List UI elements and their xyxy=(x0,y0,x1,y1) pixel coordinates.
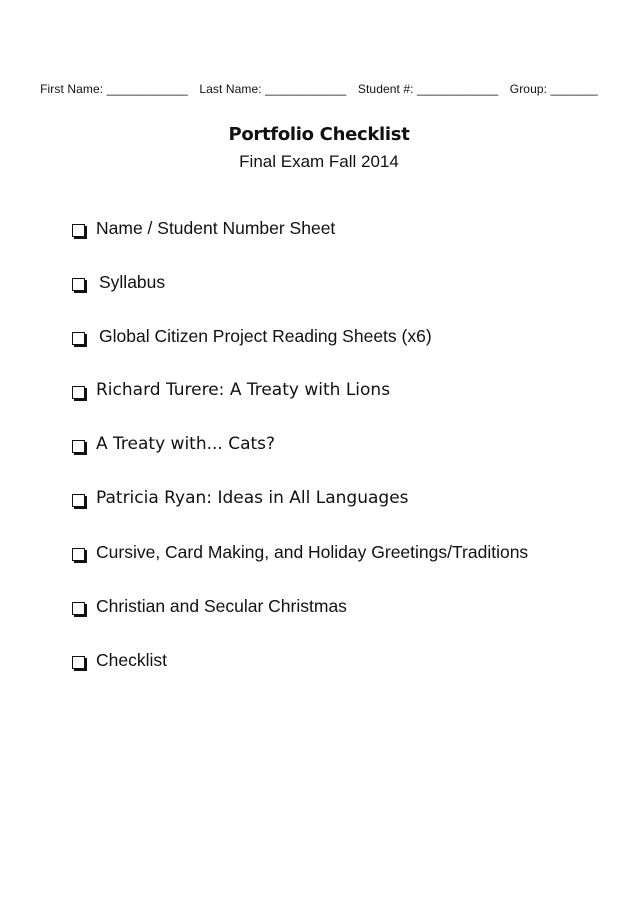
checklist-item-label: A Treaty with... Cats? xyxy=(96,434,276,454)
student-info-line xyxy=(0,82,638,96)
checkbox-icon[interactable] xyxy=(72,224,85,237)
checkbox-icon[interactable] xyxy=(72,656,85,669)
checkbox-icon[interactable] xyxy=(72,278,85,291)
first-name-field[interactable]: First Name: ____________ xyxy=(40,82,188,96)
checklist-item-label: Richard Turere: A Treaty with Lions xyxy=(96,380,391,400)
checklist-item-label: Cursive, Card Making, and Holiday Greetings/Traditions xyxy=(96,542,529,562)
checkbox-icon[interactable] xyxy=(72,332,85,345)
checklist-item-label: Christian and Secular Christmas xyxy=(96,596,347,616)
last-name-field[interactable]: Last Name: ____________ xyxy=(199,82,347,96)
checklist-item-label: Global Citizen Project Reading Sheets (x6) xyxy=(99,326,432,346)
checklist-item xyxy=(72,434,528,488)
checklist-item xyxy=(72,596,528,650)
checkbox-icon[interactable] xyxy=(72,548,85,561)
checklist-item xyxy=(72,326,528,380)
page-subtitle: Final Exam Fall 2014 xyxy=(239,152,399,171)
checklist-item-label: Syllabus xyxy=(99,272,166,292)
checklist-item xyxy=(72,650,528,704)
checkbox-icon[interactable] xyxy=(72,602,85,615)
checkbox-icon[interactable] xyxy=(72,440,85,453)
checklist-item-label: Name / Student Number Sheet xyxy=(96,218,336,238)
group-field[interactable]: Group: _______ xyxy=(509,82,598,96)
checkbox-icon[interactable] xyxy=(72,494,85,507)
checklist-item xyxy=(72,272,528,326)
checkbox-icon[interactable] xyxy=(72,386,85,399)
checklist-item xyxy=(72,218,528,272)
portfolio-checklist xyxy=(72,218,528,704)
checklist-item xyxy=(72,542,528,596)
checklist-item-label: Patricia Ryan: Ideas in All Languages xyxy=(96,488,409,508)
student-number-field[interactable]: Student #: ____________ xyxy=(357,82,499,96)
checklist-item-label: Checklist xyxy=(96,650,167,670)
checklist-item xyxy=(72,488,528,542)
checklist-item xyxy=(72,380,528,434)
page-title: Portfolio Checklist xyxy=(228,124,410,145)
